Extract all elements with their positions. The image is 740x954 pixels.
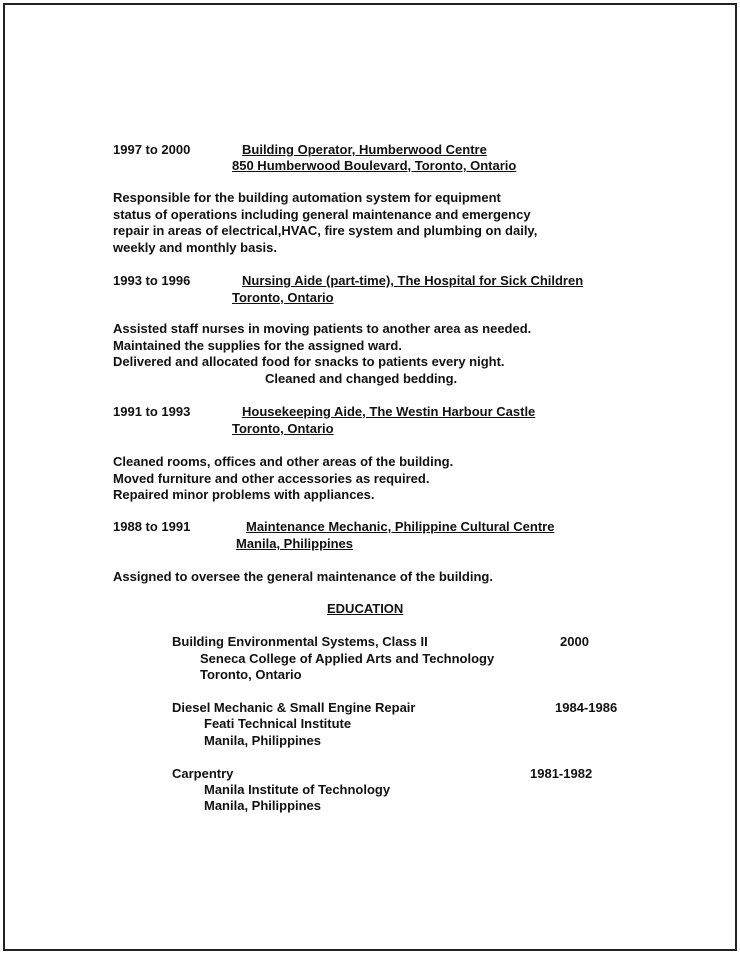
education-location: Toronto, Ontario bbox=[200, 667, 302, 682]
description-line: Cleaned rooms, offices and other areas of the building. bbox=[113, 454, 454, 469]
job-title: Nursing Aide (part-time), The Hospital for Sick Children bbox=[242, 273, 584, 288]
description-line: status of operations including general maintenance and emergency bbox=[113, 206, 531, 222]
education-years: 2000 bbox=[560, 634, 589, 649]
description-line: Cleaned and changed bedding. bbox=[265, 370, 458, 386]
description-line: Maintained the supplies for the assigned ward. bbox=[113, 337, 402, 353]
description-line: repair in areas of electrical,HVAC, fire system and plumbing on daily, bbox=[113, 223, 538, 238]
description-line: Repaired minor problems with appliances. bbox=[113, 487, 375, 502]
job-title: Maintenance Mechanic, Philippine Cultural Centre bbox=[246, 519, 555, 534]
education-years: 1981-1982 bbox=[530, 766, 593, 781]
education-program: Carpentry bbox=[172, 766, 234, 781]
education-program: Building Environmental Systems, Class II bbox=[172, 634, 428, 649]
description-line: Assigned to oversee the general maintenance of the building. bbox=[113, 569, 493, 584]
education-years: 1984-1986 bbox=[555, 700, 618, 715]
job-location: Manila, Philippines bbox=[236, 536, 354, 551]
job-title: Housekeeping Aide, The Westin Harbour Castle bbox=[242, 404, 536, 419]
description-line: Moved furniture and other accessories as required. bbox=[113, 470, 430, 486]
education-school: Seneca College of Applied Arts and Technology bbox=[200, 651, 495, 666]
job-location: 850 Humberwood Boulevard, Toronto, Ontario bbox=[232, 158, 517, 173]
job-description bbox=[113, 454, 453, 504]
job-location: Toronto, Ontario bbox=[232, 421, 334, 436]
job-title: Building Operator, Humberwood Centre bbox=[242, 142, 487, 157]
education-school: Feati Technical Institute bbox=[204, 716, 352, 731]
description-line: Assisted staff nurses in moving patients to another area as needed. bbox=[113, 321, 532, 336]
description-line: Delivered and allocated food for snacks to patients every night. bbox=[113, 354, 505, 369]
job-description bbox=[113, 569, 493, 586]
job-location: Toronto, Ontario bbox=[232, 290, 334, 305]
job-dates: 1993 to 1996 bbox=[113, 273, 191, 288]
education-heading: EDUCATION bbox=[327, 601, 404, 616]
description-line: weekly and monthly basis. bbox=[113, 239, 277, 255]
job-description bbox=[113, 190, 537, 256]
job-dates: 1991 to 1993 bbox=[113, 404, 191, 419]
job-dates: 1997 to 2000 bbox=[113, 142, 191, 157]
education-program: Diesel Mechanic & Small Engine Repair bbox=[172, 700, 416, 715]
description-line: Responsible for the building automation system for equipment bbox=[113, 190, 501, 205]
education-location: Manila, Philippines bbox=[204, 798, 322, 813]
job-description bbox=[113, 321, 531, 387]
job-dates: 1988 to 1991 bbox=[113, 519, 191, 534]
education-school: Manila Institute of Technology bbox=[204, 782, 391, 797]
education-location: Manila, Philippines bbox=[204, 733, 322, 748]
